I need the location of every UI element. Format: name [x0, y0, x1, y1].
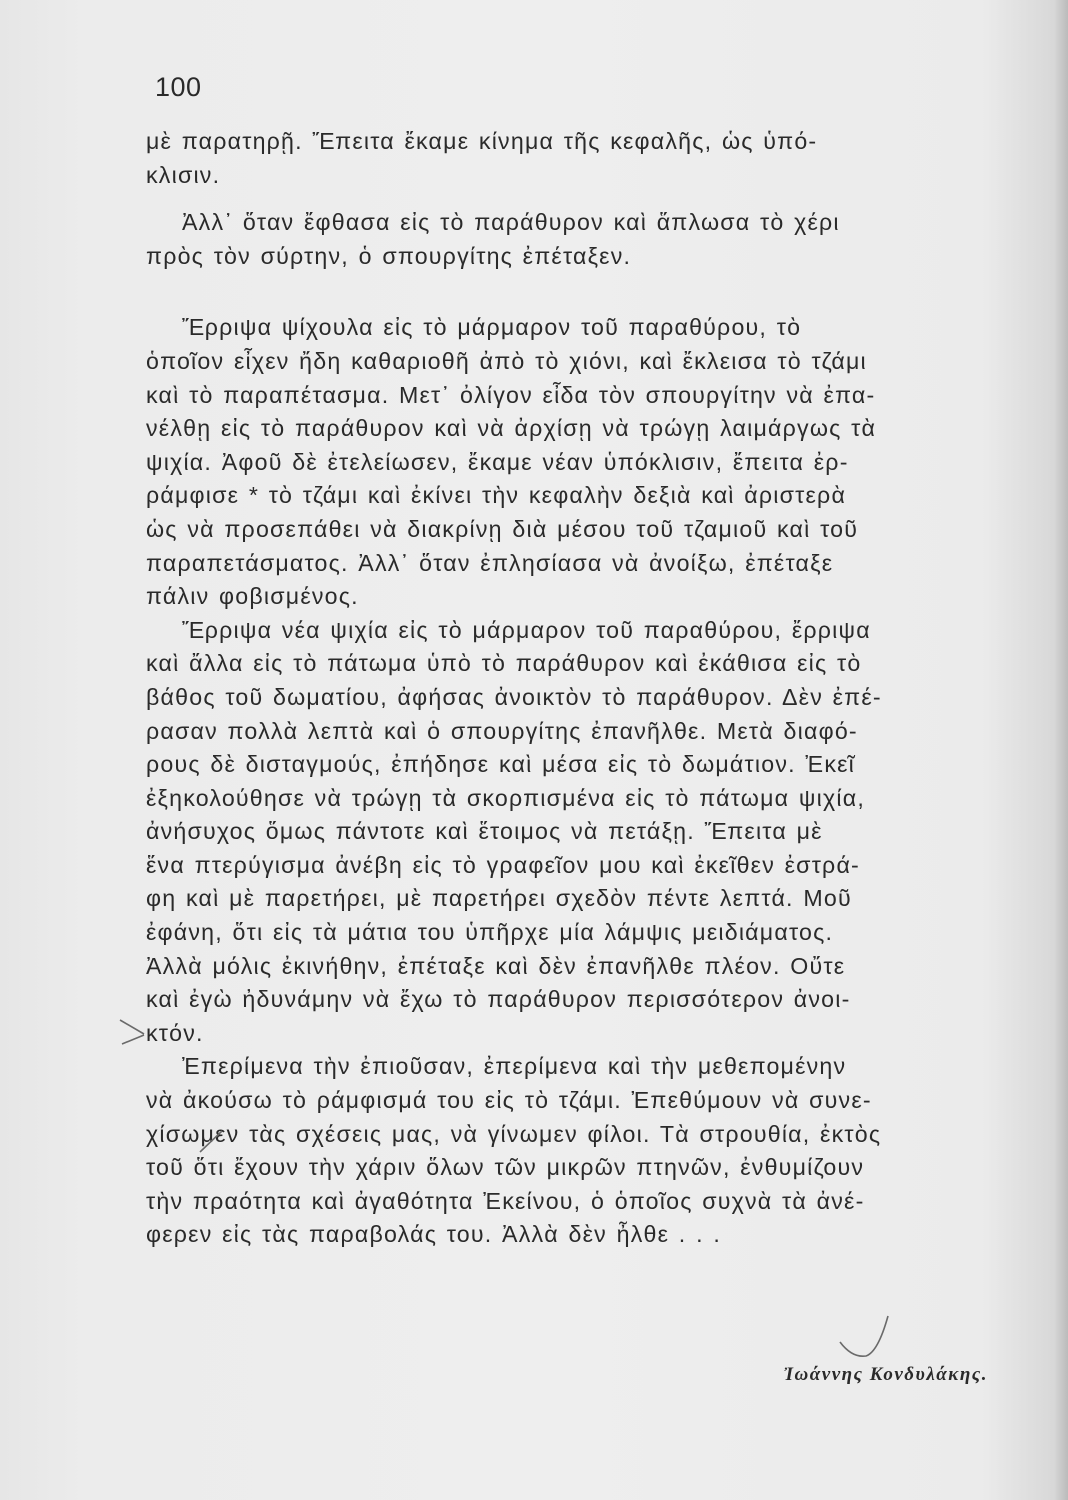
text-line: τοῦ ὅτι ἔχουν τὴν χάριν ὅλων τῶν μικρῶν πτηνῶν, ἐνθυμίζουν — [146, 1154, 865, 1181]
pencil-check-mark — [836, 1312, 896, 1362]
text-line: ρασαν πολλὰ λεπτὰ καὶ ὁ σπουργίτης ἐπανῆλθε. Μετὰ διαφό- — [146, 717, 858, 744]
text-line: ἐφάνη, ὅτι εἰς τὰ μάτια του ὑπῆρχε μία λάμψις μειδιάματος. — [146, 919, 834, 946]
author-signature: Ἰωάννης Κονδυλάκης. — [783, 1364, 988, 1385]
text-line: ἀνήσυχος ὅμως πάντοτε καὶ ἕτοιμος νὰ πετάξῃ. Ἔπειτα μὲ — [146, 818, 823, 845]
paragraph-3 — [146, 311, 1042, 613]
text-line: μὲ παρατηρῇ. Ἔπειτα ἔκαμε κίνημα τῆς κεφαλῆς, ὡς ὑπό- — [146, 128, 818, 154]
body-text — [146, 125, 1042, 1252]
text-line: καὶ τὸ παραπέτασμα. Μετ᾽ ὀλίγον εἶδα τὸν σπουργίτην νὰ ἐπα- — [146, 381, 876, 408]
text-line: ἐξηκολούθησε νὰ τρώγῃ τὰ σκορπισμένα εἰς τὸ πάτωμα ψιχία, — [146, 784, 865, 811]
text-line: τὴν πραότητα καὶ ἀγαθότητα Ἐκείνου, ὁ ὁποῖος συχνὰ τὰ ἀνέ- — [146, 1187, 865, 1214]
text-line: παραπετάσματος. Ἀλλ᾽ ὅταν ἐπλησίασα νὰ ἀνοίξω, ἐπέταξε — [146, 549, 834, 576]
text-line: βάθος τοῦ δωματίου, ἀφήσας ἀνοικτὸν τὸ παράθυρον. Δὲν ἐπέ- — [146, 683, 882, 710]
text-line: πάλιν φοβισμένος. — [146, 583, 359, 610]
text-line: Ἔρριψα νέα ψιχία εἰς τὸ μάρμαρον τοῦ παραθύρου, ἔρριψα — [182, 616, 871, 643]
text-line: φερεν εἰς τὰς παραβολάς του. Ἀλλὰ δὲν ἦλθε . . . — [146, 1221, 721, 1248]
paragraph-2 — [146, 206, 1042, 273]
paragraph-5 — [146, 1050, 1042, 1252]
text-line: ψιχία. Ἀφοῦ δὲ ἐτελείωσεν, ἔκαμε νέαν ὑπόκλισιν, ἔπειτα ἐρ- — [146, 448, 849, 475]
text-line: κλισιν. — [146, 161, 221, 188]
paragraph-4 — [146, 614, 1042, 1051]
text-line: ρους δὲ δισταγμούς, ἐπήδησε καὶ μέσα εἰς τὸ δωμάτιον. Ἐκεῖ — [146, 751, 856, 778]
page-number: 100 — [155, 72, 202, 102]
text-line: πρὸς τὸν σύρτην, ὁ σπουργίτης ἐπέταξεν. — [146, 242, 632, 269]
text-line: ράμφισε * τὸ τζάμι καὶ ἐκίνει τὴν κεφαλὴν δεξιὰ καὶ ἀριστερὰ — [146, 482, 847, 509]
paragraph-1 — [146, 125, 1042, 192]
text-line: χίσωμεν τὰς σχέσεις μας, νὰ γίνωμεν φίλοι. Τὰ στρουθία, ἐκτὸς — [146, 1120, 882, 1147]
text-line: ἕνα πτερύγισμα ἀνέβη εἰς τὸ γραφεῖον μου καὶ ἐκεῖθεν ἐστρά- — [146, 851, 860, 878]
text-line: νέλθῃ εἰς τὸ παράθυρον καὶ νὰ ἀρχίσῃ νὰ τρώγῃ λαιμάργως τὰ — [146, 415, 877, 442]
text-line: Ἔρριψα ψίχουλα εἰς τὸ μάρμαρον τοῦ παραθύρου, τὸ — [182, 314, 802, 341]
page-shadow-edge — [1054, 0, 1068, 1500]
text-line: Ἐπερίμενα τὴν ἐπιοῦσαν, ἐπερίμενα καὶ τὴν μεθεπομένην — [182, 1053, 847, 1080]
text-line: κτόν. — [146, 1019, 204, 1046]
text-line: Ἀλλ᾽ ὅταν ἔφθασα εἰς τὸ παράθυρον καὶ ἅπλωσα τὸ χέρι — [182, 209, 840, 236]
text-line: ὡς νὰ προσεπάθει νὰ διακρίνῃ διὰ μέσου τοῦ τζαμιοῦ καὶ τοῦ — [146, 515, 859, 542]
text-line: νὰ ἀκούσω τὸ ράμφισμά του εἰς τὸ τζάμι. Ἐπεθύμουν νὰ συνε- — [146, 1087, 872, 1114]
text-line: Ἀλλὰ μόλις ἐκινήθην, ἐπέταξε καὶ δὲν ἐπανῆλθε πλέον. Οὔτε — [146, 952, 846, 979]
text-line: φη καὶ μὲ παρετήρει, μὲ παρετήρει σχεδὸν πέντε λεπτά. Μοῦ — [146, 885, 852, 912]
text-line: καὶ ἐγὼ ἠδυνάμην νὰ ἔχω τὸ παράθυρον περισσότερον ἀνοι- — [146, 986, 851, 1013]
text-line: ὁποῖον εἶχεν ἤδη καθαριοθῆ ἀπὸ τὸ χιόνι, καὶ ἔκλεισα τὸ τζάμι — [146, 347, 867, 374]
text-line: καὶ ἄλλα εἰς τὸ πάτωμα ὑπὸ τὸ παράθυρον καὶ ἐκάθισα εἰς τὸ — [146, 650, 862, 677]
